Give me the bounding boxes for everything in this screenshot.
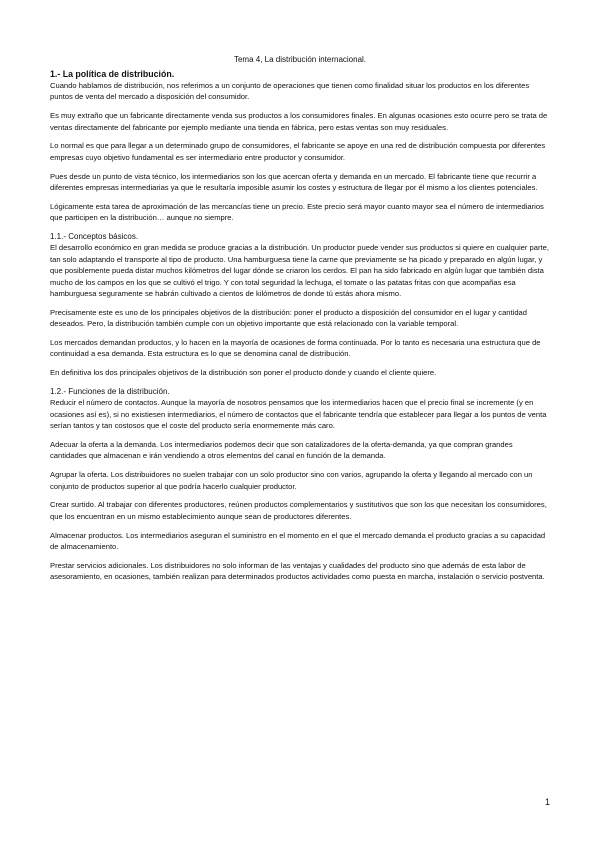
- paragraph: El desarrollo económico en gran medida se produce gracias a la distribución. Un productor puede vender sus productos si quiere en cualquier parte, tan solo adaptando el transporte al tipo de producto. Una hamburguesa tiene la carne que previamente se ha picado y preparado en algún lugar, y que posiblemente pueda distar muchos kilómetros del lugar dónde se criaron los cerdos. El pan ha sido fabricado en algún lugar que también dista mucho de los campos en los que se cultivó el trigo. Y con total seguridad la lechuga, el tomate o las patatas fritas con que acompañas esa hamburguesa seguramente se habrán cultivado a cientos de kilómetros de donde tú estás ahora mismo.: [50, 243, 549, 299]
- paragraph: Crear surtido. Al trabajar con diferentes productores, reúnen productos complementarios y sustitutivos que son los que necesitan los consumidores, que los encuentran en un mismo establecimiento aunque sean de productores diferentes.: [50, 500, 547, 521]
- paragraph: Reducir el número de contactos. Aunque la mayoría de nosotros pensamos que los intermediarios hacen que el precio final se incremente (y en ocasiones así es), si no existiesen intermediarios, el número de contactos que el fabricante tendría que establecer para llegar a los puntos de venta serían tantos y tan costosos que el coste del producto sería enormemente más caro.: [50, 398, 547, 431]
- paragraph: Es muy extraño que un fabricante directamente venda sus productos a los consumidores finales. En algunas ocasiones esto ocurre pero se trata de ventas directamente del fabricante por ejemplo mediante una tienda en fábrica, pero estas ventas son muy residuales.: [50, 111, 548, 132]
- section-heading-1-2: 1.2.- Funciones de la distribución.: [50, 387, 170, 397]
- paragraph: Adecuar la oferta a la demanda. Los intermediarios podemos decir que son catalizadores de la oferta-demanda, ya que compran grandes cantidades que almacenan e irán vendiendo a otros elementos del canal en función de la demanda.: [50, 440, 513, 461]
- paragraph: Almacenar productos. Los intermediarios aseguran el suministro en el momento en el que el mercado demanda el producto gracias a su capacidad de almacenamiento.: [50, 530, 546, 552]
- paragraph: Pues desde un punto de vista técnico, los intermediarios son los que acercan oferta y demanda en un mercado. El fabricante tiene que recurrir a diferentes empresas intermediarias ya que le resultaría imposible asumir los costes y estructura de llegar por él mismo a los clientes potenciales.: [50, 171, 538, 193]
- paragraph: En definitiva los dos principales objetivos de la distribución son poner el producto donde y cuando el cliente quiere.: [50, 368, 437, 378]
- paragraph: Agrupar la oferta. Los distribuidores no suelen trabajar con un solo productor sino con varios, agrupando la oferta y llegando al mercado con un conjunto de productos superior al que podría hacerlo cualquier productor.: [50, 470, 533, 491]
- paragraph: Lógicamente esta tarea de aproximación de las mercancías tiene un precio. Este precio será mayor cuanto mayor sea el número de intermediarios que participen en la distribución… aunque no siempre.: [50, 201, 544, 223]
- section-heading-1: 1.- La política de distribución.: [50, 69, 175, 79]
- paragraph: Lo normal es que para llegar a un determinado grupo de consumidores, el fabricante se apoye en una red de distribución compuesta por diferentes empresas cuyo objetivo fundamental es ser intermediario entre productor y consumidor.: [50, 141, 546, 162]
- paragraph: Prestar servicios adicionales. Los distribuidores no solo informan de las ventajas y cualidades del producto sino que además de esta labor de asesoramiento, en ocasiones, también realizan para determinados productos actividades como puesta en marcha, instalación o servicio postventa.: [50, 560, 545, 582]
- document-body: [50, 68, 550, 590]
- paragraph: Los mercados demandan productos, y lo hacen en la mayoría de ocasiones de forma continuada. Por lo tanto es necesaria una estructura que de continuidad a esa demanda. Esta estructura es lo que se denomina canal de distribución.: [50, 338, 541, 359]
- document-title: Tema 4, La distribución internacional.: [233, 55, 367, 64]
- section-heading-1-1: 1.1.- Conceptos básicos.: [50, 232, 139, 242]
- page-number: 1: [544, 797, 550, 807]
- paragraph: Precisamente este es uno de los principales objetivos de la distribución: poner el producto a disposición del consumidor en el lugar y cantidad deseados. Pero, la distribución también cumple con un objetivo importante que está relacionado con la variable temporal.: [50, 307, 527, 329]
- paragraph: Cuando hablamos de distribución, nos referimos a un conjunto de operaciones que tienen como finalidad situar los productos en los diferentes puntos de venta del mercado a disposición del consumidor.: [50, 81, 530, 102]
